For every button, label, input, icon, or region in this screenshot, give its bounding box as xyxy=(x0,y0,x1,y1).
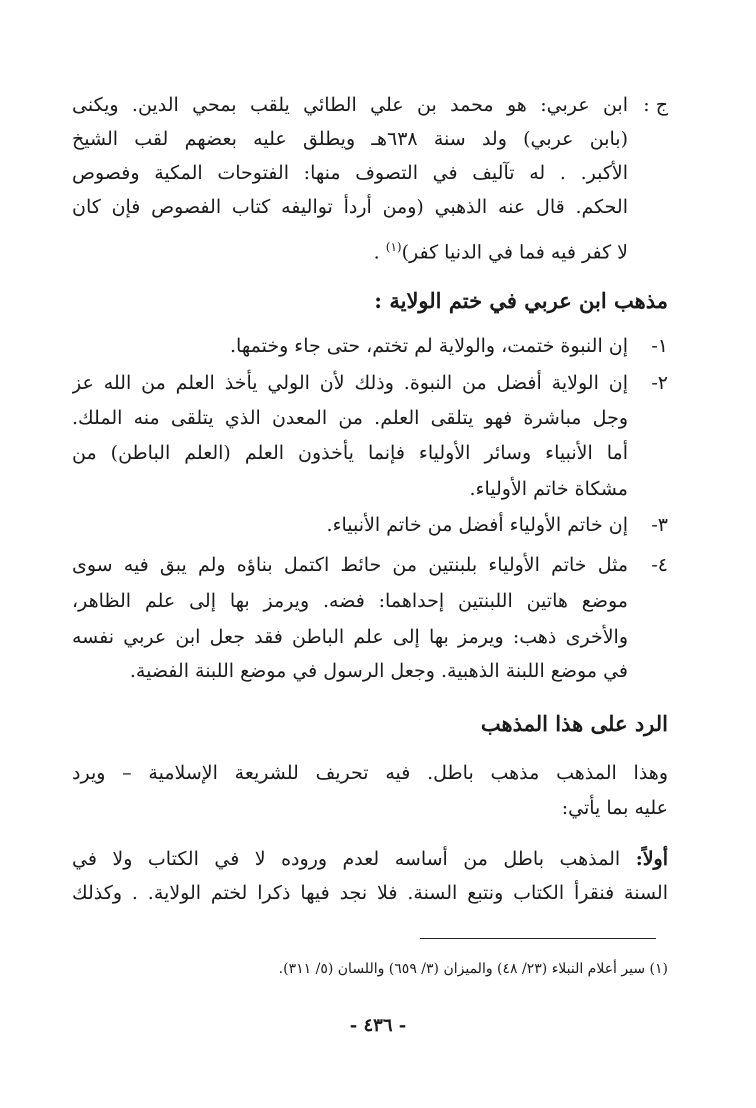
first-point-text: المذهب باطل من أساسه لعدم وروده لا في الكتاب ولا في xyxy=(72,848,636,870)
doctrine-heading: مذهب ابن عربي في ختم الولاية : xyxy=(374,288,668,313)
bio-line-5-text: لا كفر فيه فما في الدنيا كفر) xyxy=(401,241,628,264)
item-1-line-1: إن النبوة ختمت، والولاية لم تختم، حتى جاء وختمها. xyxy=(230,335,628,357)
bio-line-1: ابن عربي: هو محمد بن علي الطائي يلقب بمحي الدين. ويكنى xyxy=(72,94,628,116)
item-1-number: ١- xyxy=(651,335,668,357)
bio-line-3: الأكبر. . له تآليف في التصوف منها: الفتوحات المكية وفصوص xyxy=(72,162,628,184)
page-number: - ٤٣٦ - xyxy=(349,1015,407,1036)
item-4-line-3: والأخرى ذهب: ويرمز بها إلى علم الباطن فقد جعل ابن عربي نفسه xyxy=(72,626,628,648)
item-4-line-2: موضع هاتين اللبنتين إحداهما: فضه. ويرمز بها إلى علم الظاهر، xyxy=(72,590,628,612)
first-point-line-1 xyxy=(72,842,668,876)
footnote: (١) سير أعلام النبلاء (٢٣/ ٤٨) والميزان (٣/ ٦٥٩) واللسان (٥/ ٣١١). xyxy=(278,961,668,977)
footnote-separator xyxy=(420,938,656,939)
bio-line-2: (بابن عربي) ولد سنة ٦٣٨هـ ويطلق عليه بعضهم لقب الشيخ xyxy=(72,128,628,150)
bio-line-5-end: . xyxy=(373,241,386,264)
item-2-line-3: أما الأنبياء وسائر الأولياء فإنما يأخذون العلم (العلم الباطن) من xyxy=(72,442,628,464)
item-2-line-1: إن الولاية أفضل من النبوة. وذلك لأن الولي يأخذ العلم من الله عز xyxy=(72,372,628,394)
footnote-ref: (١) xyxy=(385,240,402,254)
item-2-number: ٢- xyxy=(651,372,668,394)
item-3-line-1: إن خاتم الأولياء أفضل من خاتم الأنبياء. xyxy=(326,514,628,536)
item-4-line-1: مثل خاتم الأولياء بلبنتين من حائط اكتمل بناؤه ولم يبق فيه سوى xyxy=(72,554,628,576)
refutation-intro-line-1: وهذا المذهب مذهب باطل. فيه تحريف للشريعة الإسلامية – ويرد xyxy=(72,762,668,784)
bio-line-5 xyxy=(72,230,628,269)
item-3-number: ٣- xyxy=(651,514,668,536)
first-point-line-2: السنة فنقرأ الكتاب ونتبع السنة. فلا نجد فيها ذكرا لختم الولاية. . وكذلك xyxy=(72,882,668,904)
item-4-number: ٤- xyxy=(651,554,668,576)
refutation-heading: الرد على هذا المذهب xyxy=(480,711,668,736)
refutation-intro-line-2: عليه بما يأتي: xyxy=(561,797,668,819)
bio-label: ج : xyxy=(643,94,668,116)
first-point-label: أولاً: xyxy=(635,848,668,870)
item-2-line-4: مشكاة خاتم الأولياء. xyxy=(469,478,628,500)
item-4-line-4: في موضع اللبنة الذهبية. وجعل الرسول في موضع اللبنة الفضية. xyxy=(129,660,628,682)
item-2-line-2: وجل مباشرة فهو يتلقى العلم. من المعدن الذي يتلقى منه الملك. xyxy=(72,407,628,429)
bio-line-4: الحكم. قال عنه الذهبي (ومن أردأ تواليفه كتاب الفصوص فإن كان xyxy=(72,196,628,218)
